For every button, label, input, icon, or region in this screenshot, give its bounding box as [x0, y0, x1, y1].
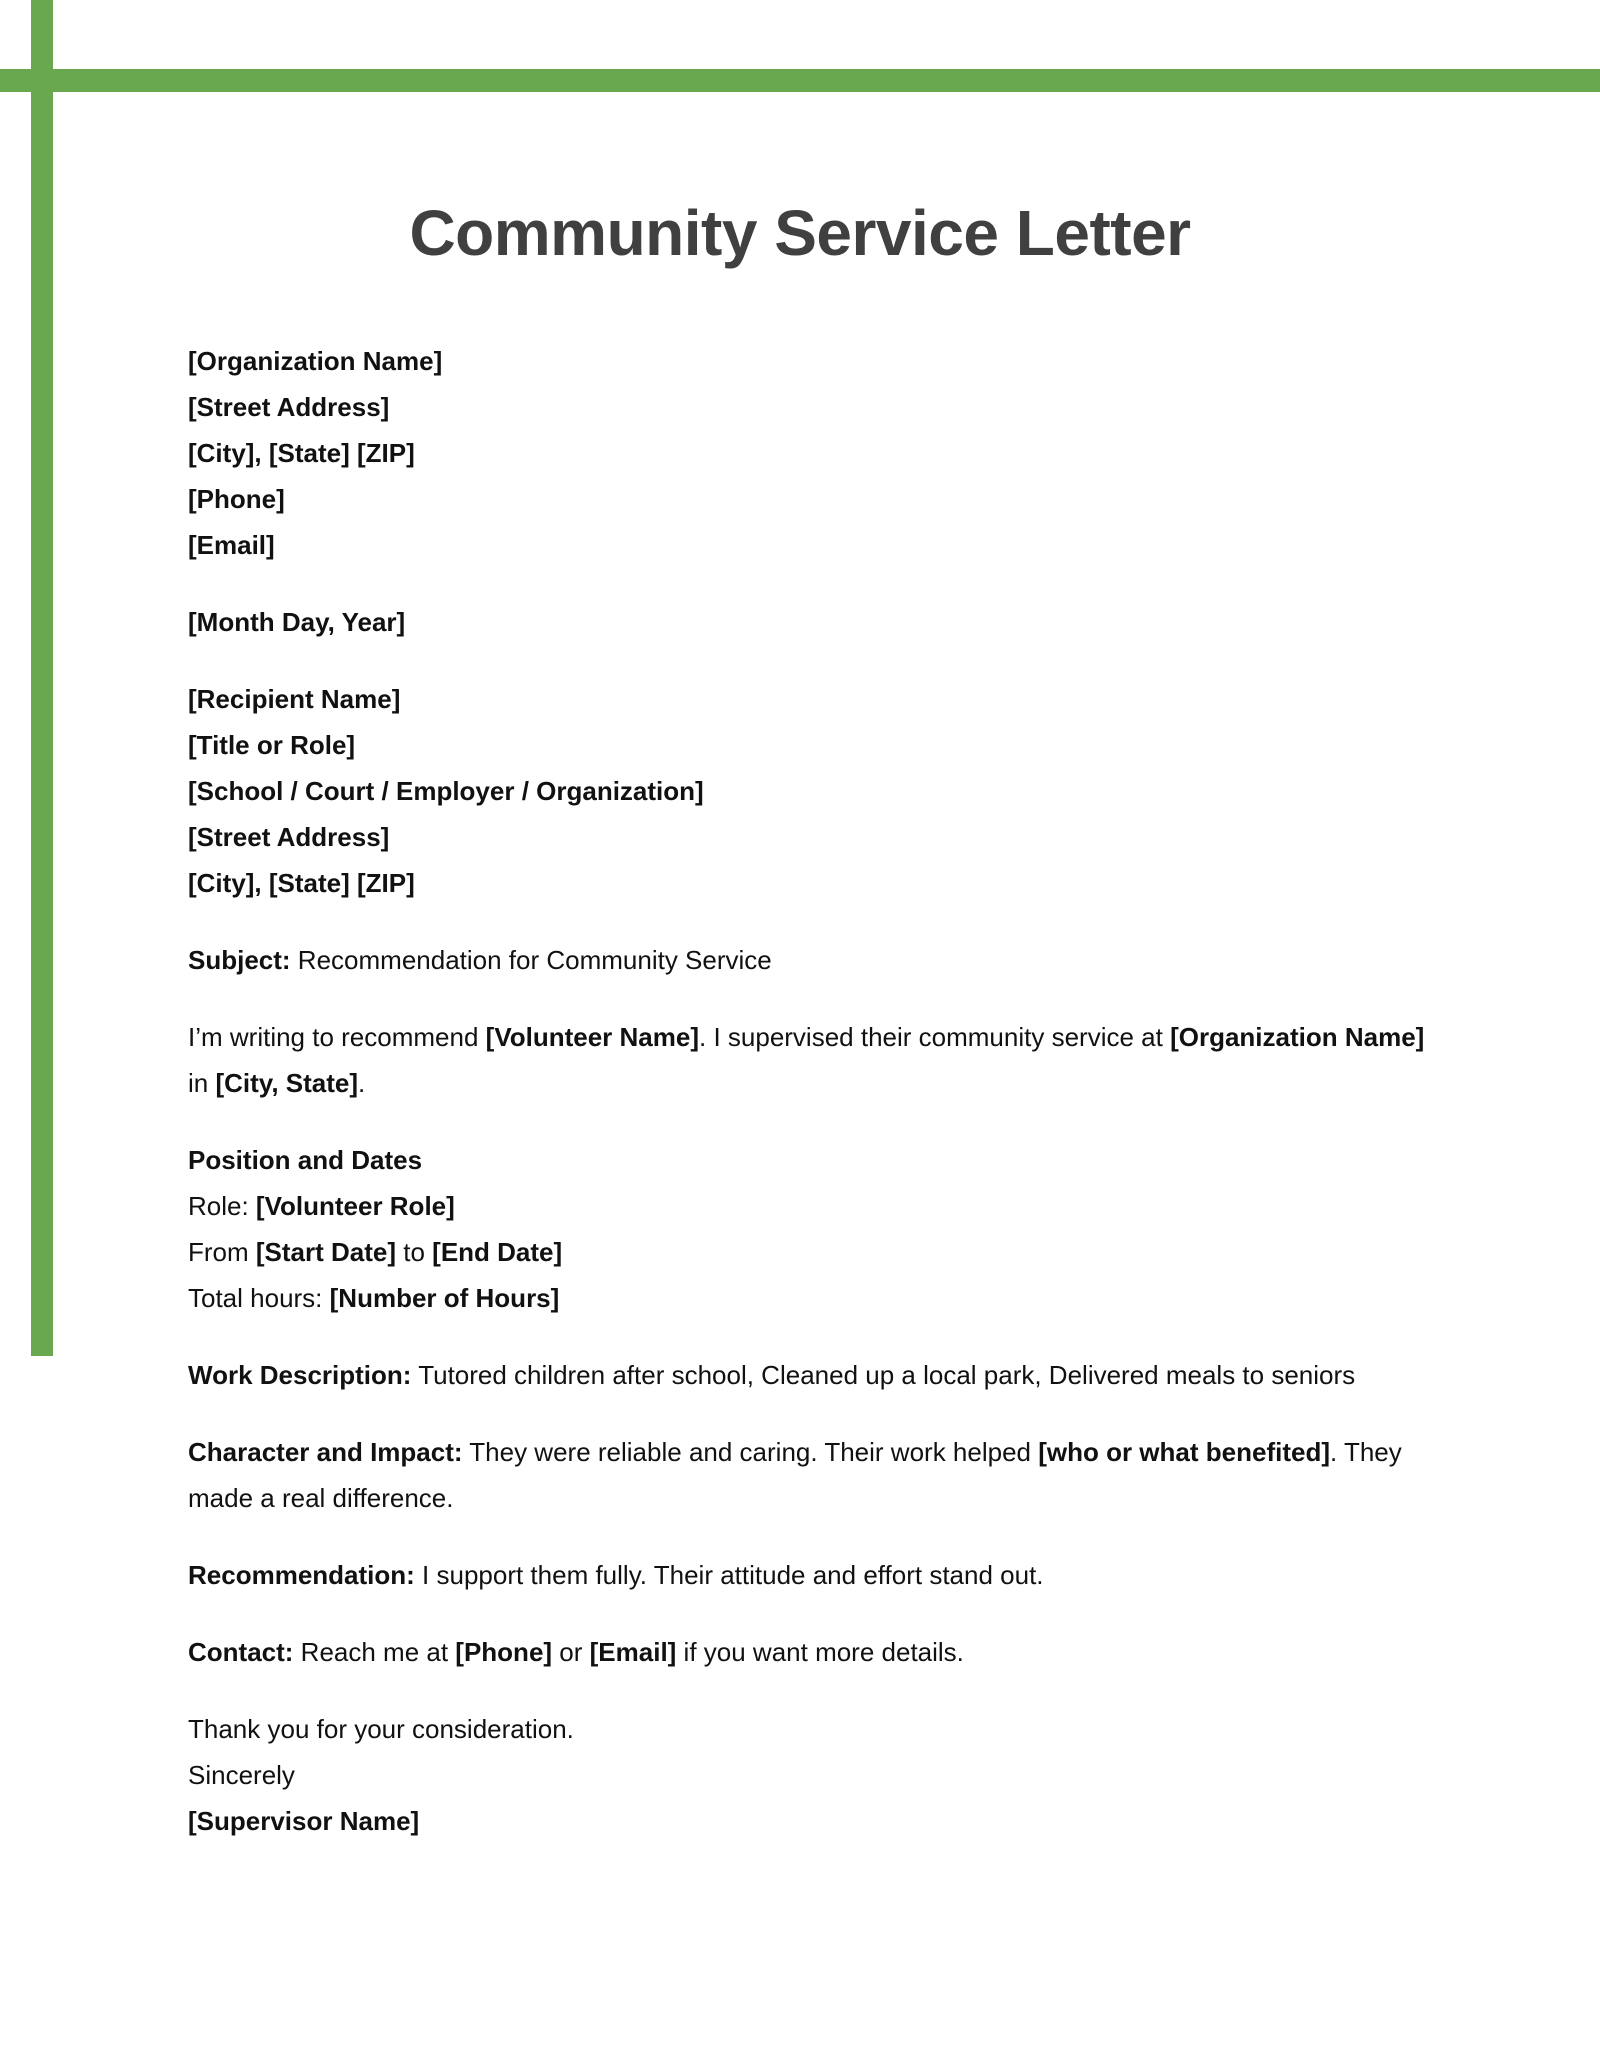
character-text-2: . They made a real difference.	[188, 1437, 1402, 1513]
from-label: From	[188, 1237, 256, 1267]
contact-text-3: if you want more details.	[676, 1637, 964, 1667]
contact-label: Contact:	[188, 1637, 294, 1667]
recipient-address	[188, 676, 1428, 906]
recommendation-label: Recommendation:	[188, 1560, 415, 1590]
character-text-1: They were reliable and caring. Their work helped	[462, 1437, 1039, 1467]
date-text: [Month Day, Year]	[188, 607, 406, 637]
letter-body	[188, 338, 1428, 1875]
character-label: Character and Impact:	[188, 1437, 463, 1467]
recipient-name: [Recipient Name]	[188, 684, 401, 714]
contact-phone: [Phone]	[455, 1637, 553, 1667]
recommendation-paragraph	[188, 1552, 1428, 1598]
volunteer-name: [Volunteer Name]	[485, 1022, 699, 1052]
work-description	[188, 1352, 1428, 1398]
character-paragraph	[188, 1429, 1428, 1521]
sender-street: [Street Address]	[188, 392, 390, 422]
intro-location: [City, State]	[215, 1068, 358, 1098]
letter-date	[188, 599, 1428, 645]
recipient-title: [Title or Role]	[188, 730, 356, 760]
closing-signoff: Sincerely	[188, 1760, 295, 1790]
closing-thanks: Thank you for your consideration.	[188, 1714, 574, 1744]
contact-text-2: or	[552, 1637, 590, 1667]
intro-text-1: I’m writing to recommend	[188, 1022, 486, 1052]
contact-paragraph	[188, 1629, 1428, 1675]
contact-email: [Email]	[589, 1637, 677, 1667]
sender-phone: [Phone]	[188, 484, 285, 514]
intro-text-4: .	[358, 1068, 366, 1098]
recommendation-text: I support them fully. Their attitude and effort stand out.	[414, 1560, 1044, 1590]
to-label: to	[396, 1237, 433, 1267]
end-date: [End Date]	[432, 1237, 563, 1267]
contact-text-1: Reach me at	[293, 1637, 456, 1667]
start-date: [Start Date]	[255, 1237, 397, 1267]
page-title: Community Service Letter	[409, 197, 1191, 269]
signature-name: [Supervisor Name]	[188, 1806, 420, 1836]
sender-email: [Email]	[188, 530, 275, 560]
sender-organization: [Organization Name]	[188, 346, 443, 376]
role-line	[188, 1183, 1428, 1229]
recipient-organization: [School / Court / Employer / Organization]	[188, 776, 704, 806]
work-label: Work Description:	[188, 1360, 412, 1390]
intro-text-2: . I supervised their community service at	[699, 1022, 1171, 1052]
subject-text: Recommendation for Community Service	[290, 945, 772, 975]
intro-paragraph	[188, 1014, 1428, 1106]
position-section	[188, 1137, 1428, 1321]
hours-label: Total hours:	[188, 1283, 330, 1313]
top-accent-bar	[0, 69, 1600, 92]
intro-organization: [Organization Name]	[1170, 1022, 1425, 1052]
sender-city-state-zip: [City], [State] [ZIP]	[188, 438, 415, 468]
hours-line	[188, 1275, 1428, 1321]
hours-value: [Number of Hours]	[329, 1283, 560, 1313]
role-label: Role:	[188, 1191, 256, 1221]
subject-line	[188, 937, 1428, 983]
recipient-city-state-zip: [City], [State] [ZIP]	[188, 868, 415, 898]
closing	[188, 1706, 1428, 1844]
dates-line	[188, 1229, 1428, 1275]
sender-address	[188, 338, 1428, 568]
recipient-street: [Street Address]	[188, 822, 390, 852]
work-text: Tutored children after school, Cleaned up a local park, Delivered meals to seniors	[411, 1360, 1356, 1390]
beneficiary: [who or what benefited]	[1038, 1437, 1330, 1467]
intro-text-3: in	[188, 1068, 216, 1098]
role-value: [Volunteer Role]	[255, 1191, 455, 1221]
position-heading: Position and Dates	[188, 1145, 423, 1175]
subject-label: Subject:	[188, 945, 291, 975]
